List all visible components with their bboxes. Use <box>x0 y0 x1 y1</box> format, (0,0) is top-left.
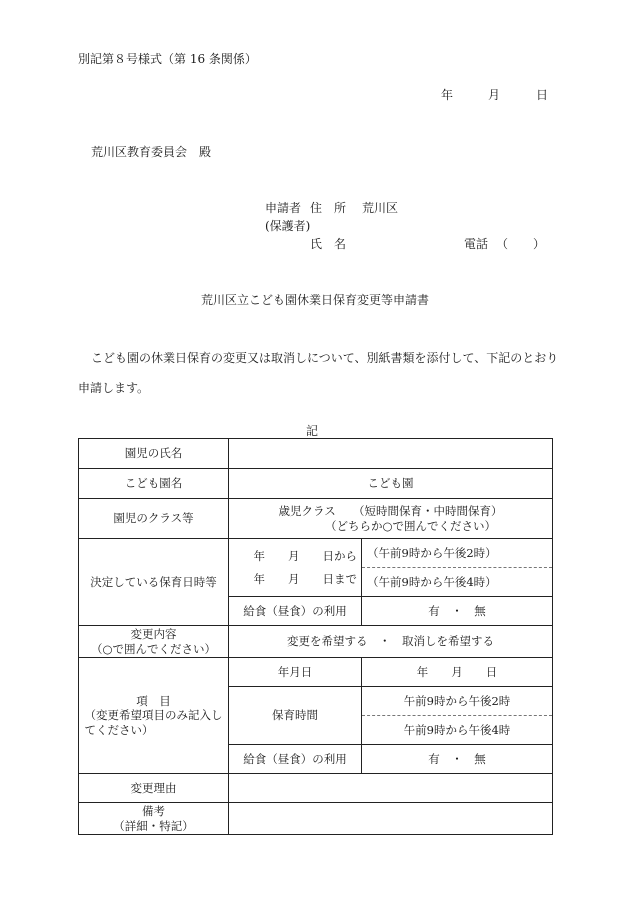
item-label-line3: てください） <box>84 722 154 737</box>
remarks-field[interactable] <box>229 803 553 835</box>
form-number: 別記第８号様式（第 16 条関係） <box>78 52 257 66</box>
table-row <box>79 774 553 803</box>
school-name-label: こども園名 <box>79 469 229 499</box>
child-name-field[interactable] <box>229 439 553 469</box>
item-lunch-choice[interactable]: 有 ・ 無 <box>362 745 553 774</box>
address-label: 住 所 <box>310 201 347 215</box>
address-value: 荒川区 <box>362 201 399 215</box>
change-label <box>79 626 229 658</box>
class-value-line1: 歳児クラス （短時間保育・中時間保育） <box>278 504 503 519</box>
school-name-field[interactable]: こども園 <box>229 469 553 499</box>
remarks-label-line2: （詳細・特記） <box>113 818 194 833</box>
class-value-line2: （どちらか○で囲んでください） <box>324 518 497 533</box>
item-label <box>79 658 229 774</box>
item-time-option2[interactable]: 午前9時から午後4時 <box>362 716 553 745</box>
item-date-field[interactable]: 年 月 日 <box>362 658 553 687</box>
addressee: 荒川区教育委員会 殿 <box>91 145 212 159</box>
decided-to: 年 月 日まで <box>253 571 357 586</box>
item-label-line2: （変更希望項目のみ記入し <box>84 708 223 723</box>
phone-label: 電話 <box>464 237 489 251</box>
class-field[interactable] <box>229 499 553 539</box>
decided-time2[interactable]: （午前9時から午後4時） <box>362 568 553 597</box>
item-date-label: 年月日 <box>229 658 362 687</box>
date-day-label: 日 <box>536 88 549 102</box>
applicant-label: 申請者 <box>265 201 302 215</box>
class-label: 園児のクラス等 <box>79 499 229 539</box>
application-table <box>78 438 553 835</box>
table-row <box>79 626 553 658</box>
ki-label: 記 <box>306 424 319 438</box>
change-label-line1: 変更内容 <box>130 627 177 642</box>
date-month-label: 月 <box>488 88 501 102</box>
remarks-label <box>79 803 229 835</box>
item-lunch-label: 給食（昼食）の利用 <box>229 745 362 774</box>
phone-open-paren: （ <box>496 237 509 251</box>
decided-label: 決定している保育日時等 <box>79 539 229 626</box>
item-time-option1[interactable]: 午前9時から午後2時 <box>362 687 553 716</box>
guardian-label: (保護者) <box>265 219 311 233</box>
change-label-line2: （○で囲んでください） <box>90 641 217 656</box>
item-label-line1: 項 目 <box>136 693 171 708</box>
table-row <box>79 658 553 687</box>
table-row <box>79 499 553 539</box>
phone-close-paren: ） <box>533 237 546 251</box>
item-label-note <box>85 708 223 737</box>
reason-field[interactable] <box>229 774 553 803</box>
remarks-label-line1: 備考 <box>142 804 165 819</box>
name-label: 氏 名 <box>310 237 347 251</box>
body-text-line1: こども園の休業日保育の変更又は取消しについて、別紙書類を添付して、下記のとおり <box>91 351 559 365</box>
lunch-label: 給食（昼食）の利用 <box>229 597 362 626</box>
table-row <box>79 469 553 499</box>
date-year-label: 年 <box>441 88 454 102</box>
table-row <box>79 539 553 568</box>
body-text-line2: 申請します。 <box>78 381 150 395</box>
decided-from: 年 月 日から <box>253 549 357 564</box>
reason-label: 変更理由 <box>79 774 229 803</box>
change-choice[interactable]: 変更を希望する ・ 取消しを希望する <box>229 626 553 658</box>
document-title: 荒川区立こども園休業日保育変更等申請書 <box>201 293 430 307</box>
decided-time1[interactable]: （午前9時から午後2時） <box>362 539 553 568</box>
table-row <box>79 439 553 469</box>
table-row <box>79 803 553 835</box>
lunch-choice[interactable]: 有 ・ 無 <box>362 597 553 626</box>
decided-dates-field[interactable] <box>229 539 362 597</box>
child-name-label: 園児の氏名 <box>79 439 229 469</box>
item-time-label: 保育時間 <box>229 687 362 745</box>
